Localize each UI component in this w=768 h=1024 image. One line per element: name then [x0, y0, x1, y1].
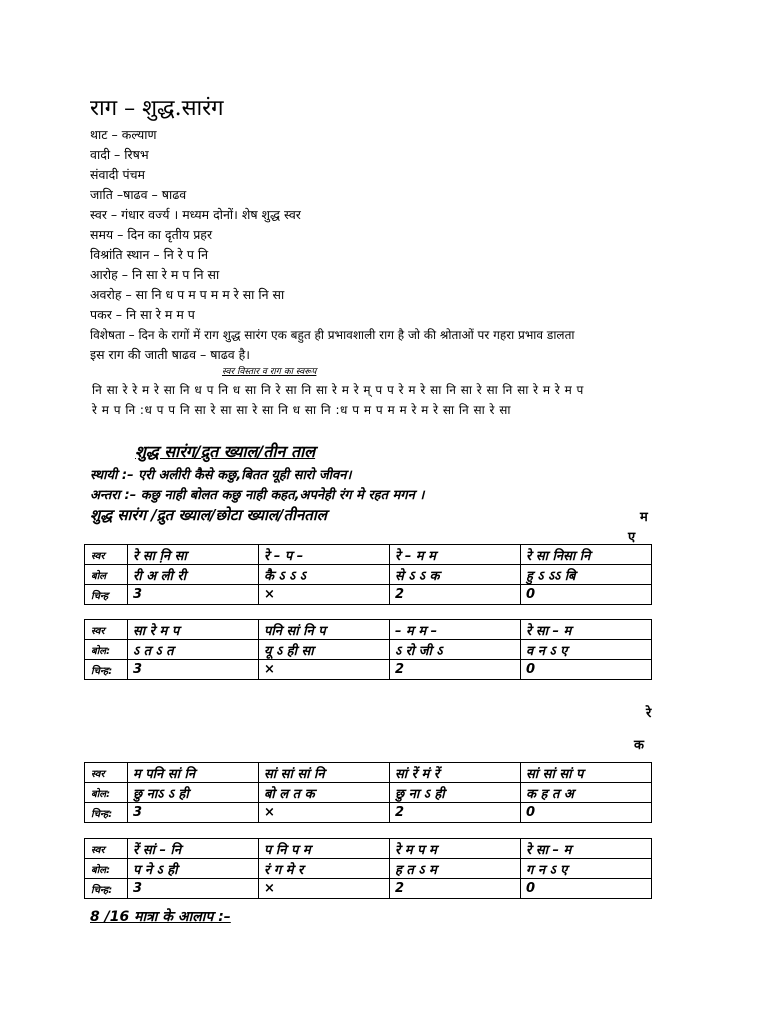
info-line: आरोह – नि सा रे म प नि सा [90, 267, 220, 282]
notation-cell: 3 [128, 879, 259, 899]
notation-cell: हु ऽ ऽऽ बि [521, 565, 652, 585]
notation-cell: यू ऽ ही सा [259, 640, 390, 660]
composition-title: शुद्ध सारंग/द्रुत ख्याल/तीन ताल [135, 442, 316, 461]
stray-mark: रे [646, 706, 652, 721]
row-label: बोल: [85, 859, 128, 879]
bol-row [85, 565, 652, 585]
notation-cell: ऽ त ऽ त [128, 640, 259, 660]
row-label: चिन्ह: [85, 803, 128, 823]
info-line: पकर – नि सा रे म म प [90, 307, 195, 322]
notation-cell: ऽ रो जी ऽ [390, 640, 521, 660]
row-label: स्वर [85, 763, 128, 783]
notation-cell: छु ना ऽ ही [390, 783, 521, 803]
notation-cell: × [259, 879, 390, 899]
swar-row [85, 763, 652, 783]
info-line: विशेषता – दिन के रागों में राग शुद्ध सारंग एक बहुत ही प्रभावशाली राग है जो की श्रोताओं पर गहरा प्रभाव डालता [90, 328, 575, 342]
notation-cell: रे म प म [390, 839, 521, 859]
notation-cell: व न ऽ ए [521, 640, 652, 660]
chinh-row [85, 585, 652, 605]
vistar-heading: स्वर विस्तार व राग का स्वरूप [222, 367, 317, 377]
row-label: बोल: [85, 783, 128, 803]
row-label: स्वर [85, 545, 128, 565]
row-label: चिन्ह: [85, 660, 128, 680]
notation-cell: प नि प म [259, 839, 390, 859]
notation-cell: क ह त अ [521, 783, 652, 803]
row-label: चिन्ह [85, 585, 128, 605]
info-line: थाट – कल्याण [90, 127, 157, 142]
antara-line: अन्तरा :– कछु नाही बोलत कछु नाही कहत,अपनेही रंग मे रहत मगन । [90, 488, 425, 503]
notation-cell: 3 [128, 803, 259, 823]
notation-cell: रे सा – म [521, 620, 652, 640]
notation-cell: × [259, 585, 390, 605]
swar-row [85, 545, 652, 565]
stray-mark: क [634, 738, 644, 753]
info-line: इस राग की जाती षाढव – षाढव है। [90, 347, 251, 362]
info-line: संवादी पंचम [90, 167, 145, 182]
notation-cell: रं ग मे र [259, 859, 390, 879]
notation-cell: 2 [390, 585, 521, 605]
bol-row [85, 859, 652, 879]
chinh-row [85, 660, 652, 680]
swar-row [85, 620, 652, 640]
notation-cell: म पनि सां नि [128, 763, 259, 783]
info-line: वादी – रिषभ [90, 147, 149, 162]
notation-cell: प ने ऽ ही [128, 859, 259, 879]
notation-cell: 3 [128, 585, 259, 605]
sthayi-line: स्थायी :– एरी अलीरी कैसे कछु,बितत यूही सारो जीवन। [90, 468, 352, 483]
chinh-row [85, 803, 652, 823]
composition-subtitle: शुद्ध सारंग /द्रुत ख्याल/छोटा ख्याल/तीनताल [90, 506, 327, 524]
notation-cell: ह त ऽ म [390, 859, 521, 879]
swar-row [85, 839, 652, 859]
notation-cell: रे सा निसा नि [521, 545, 652, 565]
notation-cell: रे सा – म [521, 839, 652, 859]
stray-mark: म [640, 510, 648, 525]
notation-cell: 2 [390, 660, 521, 680]
alap-heading: 8 /16 मात्रा के आलाप :– [90, 909, 231, 925]
row-label: बोल: [85, 640, 128, 660]
notation-cell: सां सां सां प [521, 763, 652, 783]
info-line: स्वर – गंधार वर्ज्य । मध्यम दोनों। शेष शुद्ध स्वर [90, 207, 301, 222]
notation-table-1 [84, 544, 652, 605]
notation-table-3 [84, 762, 652, 823]
row-label: स्वर [85, 620, 128, 640]
notation-cell: 3 [128, 660, 259, 680]
notation-table-2 [84, 619, 652, 680]
notation-cell: × [259, 660, 390, 680]
row-label: चिन्ह: [85, 879, 128, 899]
bol-row [85, 640, 652, 660]
row-label: बोल [85, 565, 128, 585]
notation-cell: कै ऽ ऽ ऽ [259, 565, 390, 585]
bol-row [85, 783, 652, 803]
row-label: स्वर [85, 839, 128, 859]
vistar-line: रे म प नि :ध प प नि सा रे सा सा रे सा नि ध सा नि :ध प म प म म रे म रे सा नि सा रे सा [92, 403, 511, 417]
notation-cell: सां सां सां नि [259, 763, 390, 783]
notation-cell: 0 [521, 803, 652, 823]
info-line: अवरोह – सा नि ध प म प म म रे सा नि सा [90, 287, 285, 302]
notation-cell: पनि सां नि प [259, 620, 390, 640]
notation-cell: रें सां – नि [128, 839, 259, 859]
chinh-row [85, 879, 652, 899]
notation-cell: × [259, 803, 390, 823]
info-line: समय – दिन का दृतीय प्रहर [90, 227, 213, 242]
notation-cell: ग न ऽ ए [521, 859, 652, 879]
notation-cell: 0 [521, 660, 652, 680]
notation-cell: री अ ली री [128, 565, 259, 585]
notation-cell: बो ल त क [259, 783, 390, 803]
notation-cell: छु नाऽ ऽ ही [128, 783, 259, 803]
info-line: विश्रांति स्थान – नि रे प नि [90, 247, 209, 262]
notation-cell: रे – प – [259, 545, 390, 565]
notation-cell: रे सा नि़ सा [128, 545, 259, 565]
notation-table-4 [84, 838, 652, 899]
notation-cell: सां रें मं रें [390, 763, 521, 783]
notation-cell: 2 [390, 879, 521, 899]
notation-cell: – म म – [390, 620, 521, 640]
notation-cell: से ऽ ऽ क [390, 565, 521, 585]
notation-cell: 0 [521, 879, 652, 899]
notation-cell: रे – म म [390, 545, 521, 565]
vistar-line: नि सा रे रे म रे सा नि ध प नि ध सा नि रे सा नि सा रे म रे म् प प रे म रे सा नि सा रे सा नि सा रे म रे म प [92, 383, 584, 397]
raga-title: राग – शुद्ध.सारंग [90, 96, 224, 121]
notation-cell: 0 [521, 585, 652, 605]
notation-cell: सा रे म प [128, 620, 259, 640]
info-line: जाति –षाढव – षाढव [90, 187, 187, 202]
stray-mark: ए [628, 530, 636, 545]
notation-cell: 2 [390, 803, 521, 823]
